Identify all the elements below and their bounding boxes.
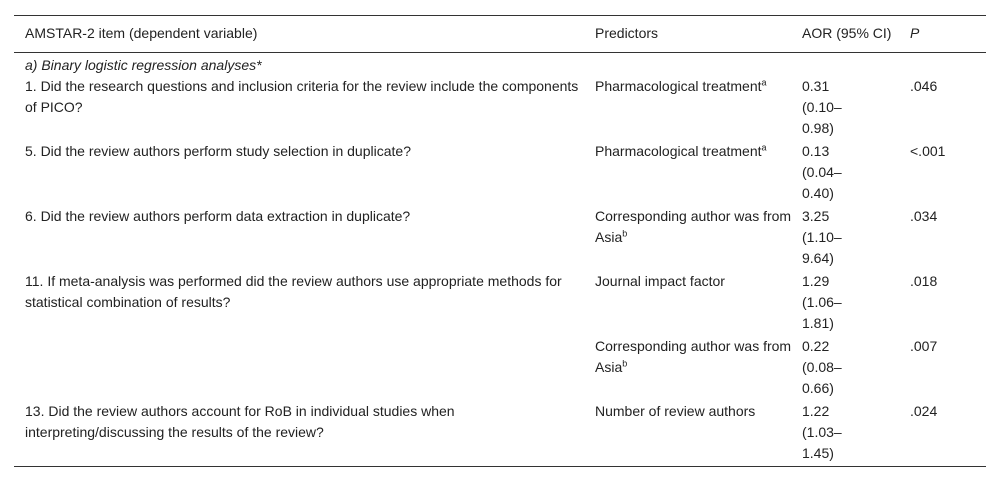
header-aor-label: AOR (95% CI) (802, 25, 892, 41)
cell-aor (802, 336, 910, 401)
aor-value: 0.22 (0.08–0.66) (802, 338, 842, 396)
cell-predictor (595, 141, 802, 206)
results-table (14, 15, 986, 467)
predictor-text: Pharmacological treatment (595, 78, 762, 94)
cell-item (14, 336, 595, 401)
table-row (14, 76, 986, 141)
header-predictors: Predictors (595, 25, 659, 41)
cell-item: 6. Did the review authors perform data extraction in duplicate? (25, 208, 411, 224)
predictor-text: Corresponding author was from Asia (595, 338, 792, 375)
cell-p: .024 (910, 403, 938, 419)
predictor-text: Number of review authors (595, 403, 756, 419)
header-row (14, 16, 986, 53)
predictor-text: Journal impact factor (595, 273, 725, 289)
results-table-container (14, 15, 986, 467)
table-row (14, 401, 986, 467)
predictor-text: Corresponding author was from Asia (595, 208, 792, 245)
cell-predictor (595, 206, 802, 271)
aor-value: 1.29 (1.06–1.81) (802, 273, 842, 331)
predictor-text: Pharmacological treatment (595, 143, 762, 159)
cell-item: 13. Did the review authors account for RoB in individual studies when interpreting/discussing the results of the review? (25, 403, 455, 440)
cell-predictor (595, 336, 802, 401)
cell-p: .018 (910, 273, 938, 289)
section-label: a) Binary logistic regression analyses* (25, 57, 262, 73)
cell-item: 5. Did the review authors perform study selection in duplicate? (25, 143, 411, 159)
cell-item: 1. Did the research questions and inclusion criteria for the review include the components of PICO? (25, 78, 579, 115)
cell-predictor (595, 401, 802, 467)
cell-p: .034 (910, 208, 938, 224)
cell-aor (802, 76, 910, 141)
table-row (14, 271, 986, 336)
header-aor (802, 16, 910, 53)
table-row (14, 141, 986, 206)
table-row (14, 206, 986, 271)
cell-aor (802, 206, 910, 271)
aor-value: 0.31 (0.10–0.98) (802, 78, 842, 136)
predictor-footnote: a (761, 77, 767, 88)
cell-aor (802, 271, 910, 336)
cell-p: .007 (910, 338, 938, 354)
cell-p: .046 (910, 78, 938, 94)
cell-predictor (595, 76, 802, 141)
cell-aor (802, 141, 910, 206)
header-p: P (910, 25, 920, 41)
predictor-footnote: b (622, 228, 628, 239)
aor-value: 1.22 (1.03–1.45) (802, 403, 842, 461)
predictor-footnote: a (761, 142, 767, 153)
cell-item: 11. If meta-analysis was performed did the review authors use appropriate methods for statistical combination of results? (25, 273, 562, 310)
cell-p: <.001 (910, 143, 946, 159)
aor-value: 0.13 (0.04–0.40) (802, 143, 842, 201)
section-row (14, 53, 986, 77)
cell-aor (802, 401, 910, 467)
aor-value: 3.25 (1.10–9.64) (802, 208, 842, 266)
cell-predictor (595, 271, 802, 336)
table-row (14, 336, 986, 401)
header-item: AMSTAR-2 item (dependent variable) (25, 25, 258, 41)
table-header (14, 16, 986, 53)
predictor-footnote: b (622, 358, 628, 369)
table-body (14, 53, 986, 467)
